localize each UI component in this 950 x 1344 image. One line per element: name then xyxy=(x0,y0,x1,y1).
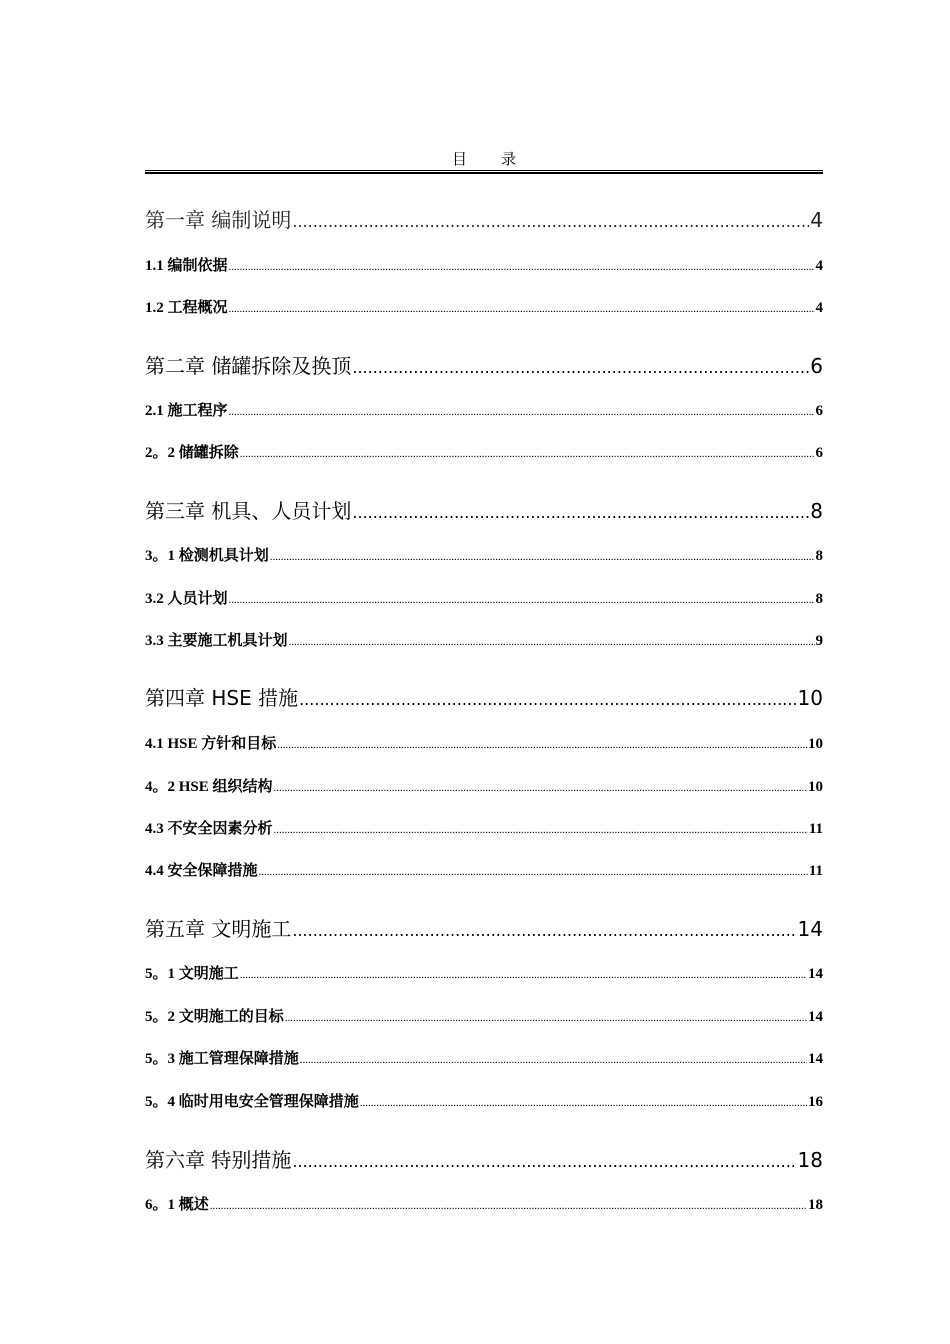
dot-leader xyxy=(229,401,815,423)
toc-entry-page: 18 xyxy=(797,1148,823,1172)
dot-leader xyxy=(292,207,809,237)
dot-leader xyxy=(274,819,808,841)
toc-entry-page: 14 xyxy=(808,966,823,982)
dot-leader xyxy=(285,1007,807,1029)
toc-chapter-4[interactable] xyxy=(145,683,823,713)
toc-entry-label: 1.1 编制依据 xyxy=(145,258,228,274)
toc-entry-page: 14 xyxy=(808,1051,823,1067)
dot-leader xyxy=(352,498,809,528)
dot-leader xyxy=(299,685,796,715)
toc-entry-page: 6 xyxy=(815,403,823,419)
toc-entry-label: 4.3 不安全因素分析 xyxy=(145,821,273,837)
toc-entry-page: 8 xyxy=(815,591,823,607)
toc-chapter-3[interactable] xyxy=(145,496,823,526)
toc-entry-label: 第六章 特别措施 xyxy=(145,1148,292,1172)
toc-entry-label: 第一章 编制说明 xyxy=(145,208,292,232)
toc-section-4-4[interactable] xyxy=(145,860,823,882)
toc-entry-page: 14 xyxy=(808,1009,823,1025)
heading-rule-thick xyxy=(145,172,823,174)
toc-heading xyxy=(145,148,823,170)
toc-section-4-2[interactable] xyxy=(145,776,823,798)
toc-section-5-3[interactable] xyxy=(145,1048,823,1070)
toc-entry-label: 5。3 施工管理保障措施 xyxy=(145,1051,299,1067)
dot-leader xyxy=(229,256,815,278)
toc-chapter-5[interactable] xyxy=(145,914,823,944)
dot-leader xyxy=(352,353,809,383)
toc-entry-page: 10 xyxy=(808,779,823,795)
toc-section-3-1[interactable] xyxy=(145,545,823,567)
toc-entry-page: 8 xyxy=(810,499,823,523)
dot-leader xyxy=(274,777,807,799)
toc-entry-page: 4 xyxy=(815,300,823,316)
dot-leader xyxy=(270,546,815,568)
toc-entry-label: 3.2 人员计划 xyxy=(145,591,228,607)
toc-chapter-6[interactable] xyxy=(145,1145,823,1175)
toc-entry-page: 18 xyxy=(808,1197,823,1213)
toc-entry-label: 5。2 文明施工的目标 xyxy=(145,1009,284,1025)
toc-section-2-2[interactable] xyxy=(145,442,823,464)
toc-section-5-4[interactable] xyxy=(145,1091,823,1113)
dot-leader xyxy=(229,298,815,320)
toc-entry-label: 第二章 储罐拆除及换顶 xyxy=(145,354,352,378)
heading-rule-thin xyxy=(145,170,823,171)
toc-section-5-1[interactable] xyxy=(145,963,823,985)
dot-leader xyxy=(240,964,807,986)
dot-leader xyxy=(292,916,796,946)
toc-entry-page: 6 xyxy=(815,445,823,461)
toc-section-1-1[interactable] xyxy=(145,255,823,277)
toc-entry-page: 14 xyxy=(797,917,823,941)
dot-leader xyxy=(277,734,807,756)
toc-entry-label: 3。1 检测机具计划 xyxy=(145,548,269,564)
toc-entry-page: 11 xyxy=(808,821,823,837)
toc-heading-char-2: 录 xyxy=(501,150,517,168)
toc-section-1-2[interactable] xyxy=(145,297,823,319)
dot-leader xyxy=(240,443,815,465)
dot-leader xyxy=(229,589,815,611)
toc-entry-label: 2.1 施工程序 xyxy=(145,403,228,419)
dot-leader xyxy=(210,1195,807,1217)
toc-entry-label: 4.1 HSE 方针和目标 xyxy=(145,736,277,752)
toc-section-4-1[interactable] xyxy=(145,733,823,755)
dot-leader xyxy=(300,1049,807,1071)
toc-section-3-2[interactable] xyxy=(145,588,823,610)
toc-entry-page: 11 xyxy=(808,863,823,879)
toc-entry-page: 10 xyxy=(797,686,823,710)
toc-entry-label: 4.4 安全保障措施 xyxy=(145,863,258,879)
toc-section-4-3[interactable] xyxy=(145,818,823,840)
toc-section-6-1[interactable] xyxy=(145,1194,823,1216)
toc-entry-label: 第四章 HSE 措施 xyxy=(145,686,299,710)
dot-leader xyxy=(259,861,808,883)
toc-entry-page: 4 xyxy=(810,208,823,232)
toc-entry-page: 8 xyxy=(815,548,823,564)
toc-entry-label: 2。2 储罐拆除 xyxy=(145,445,239,461)
toc-chapter-1[interactable] xyxy=(145,205,823,235)
toc-entry-page: 6 xyxy=(810,354,823,378)
toc-section-2-1[interactable] xyxy=(145,400,823,422)
toc-entry-label: 第三章 机具、人员计划 xyxy=(145,499,352,523)
dot-leader xyxy=(360,1092,807,1114)
dot-leader xyxy=(292,1147,796,1177)
toc-entry-page: 10 xyxy=(808,736,823,752)
toc-entry-label: 第五章 文明施工 xyxy=(145,917,292,941)
toc-entry-label: 6。1 概述 xyxy=(145,1197,209,1213)
toc-entry-label: 4。2 HSE 组织结构 xyxy=(145,779,273,795)
toc-heading-char-1: 目 xyxy=(451,150,467,168)
toc-entry-label: 5。4 临时用电安全管理保障措施 xyxy=(145,1094,359,1110)
toc-entry-page: 9 xyxy=(815,633,823,649)
toc-chapter-2[interactable] xyxy=(145,351,823,381)
toc-entry-label: 5。1 文明施工 xyxy=(145,966,239,982)
toc-entry-page: 16 xyxy=(808,1094,823,1110)
toc-entry-label: 3.3 主要施工机具计划 xyxy=(145,633,288,649)
toc-section-5-2[interactable] xyxy=(145,1006,823,1028)
toc-entry-page: 4 xyxy=(815,258,823,274)
toc-entry-label: 1.2 工程概况 xyxy=(145,300,228,316)
toc-section-3-3[interactable] xyxy=(145,630,823,652)
dot-leader xyxy=(289,631,815,653)
